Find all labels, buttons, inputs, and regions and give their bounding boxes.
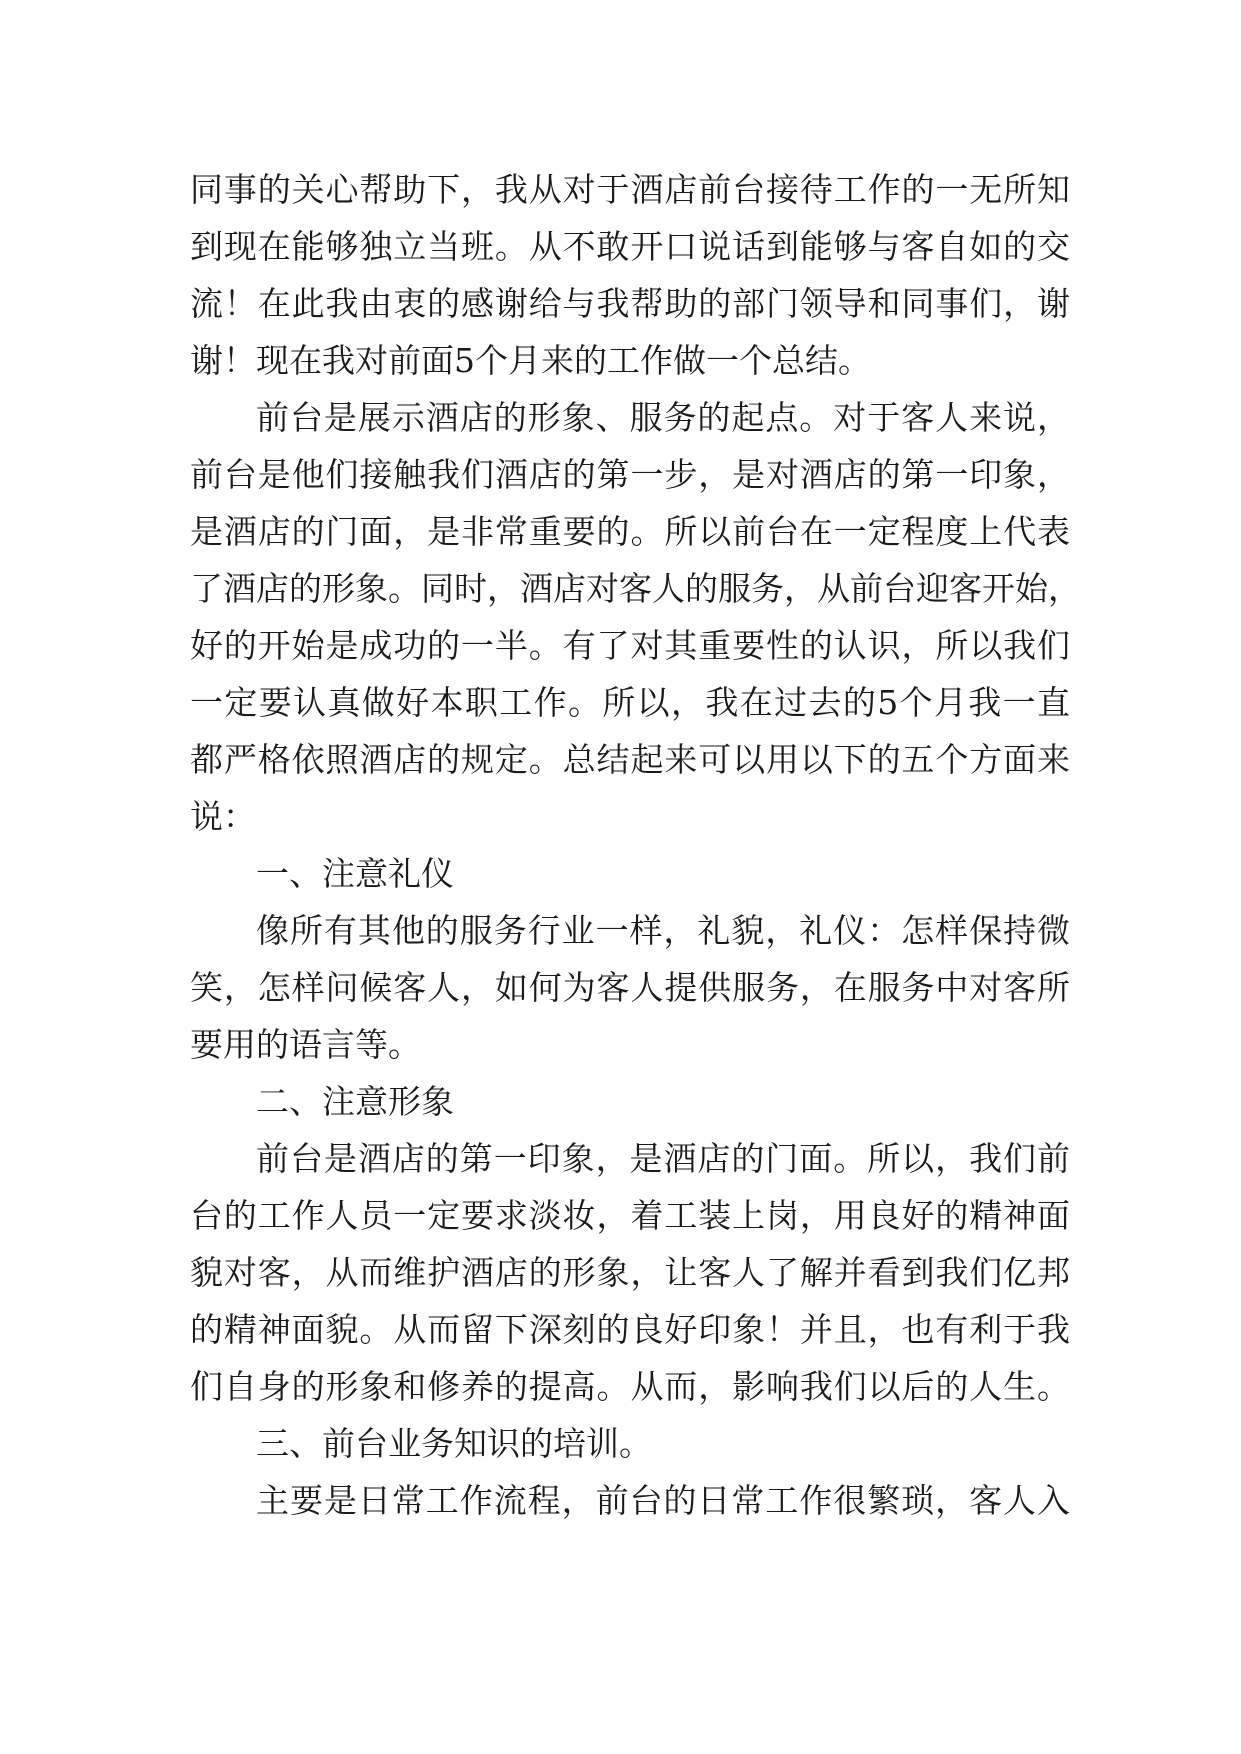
text-line: 都严格依照酒店的规定。总结起来可以用以下的五个方面来 [190,740,1070,779]
text-line: 一定要认真做好本职工作。所以，我在过去的5个月我一直 [190,683,1070,722]
text-line: 说： [190,797,256,836]
paragraph-first-line: 前台是展示酒店的形象、服务的起点。对于客人来说， [256,398,1070,437]
text-line: 了酒店的形象。同时，酒店对客人的服务，从前台迎客开始， [190,569,1081,608]
paragraph-first-line: 主要是日常工作流程，前台的日常工作很繁琐，客人入 [256,1481,1070,1520]
text-line: 谢！现在我对前面5个月来的工作做一个总结。 [190,341,871,380]
section-heading: 一、注意礼仪 [256,854,454,893]
text-line: 的精神面貌。从而留下深刻的良好印象！并且，也有利于我 [190,1310,1070,1349]
paragraph-first-line: 前台是酒店的第一印象，是酒店的门面。所以，我们前 [256,1139,1070,1178]
section-heading: 二、注意形象 [256,1082,454,1121]
paragraph-first-line: 像所有其他的服务行业一样，礼貌，礼仪：怎样保持微 [256,911,1070,950]
text-line: 到现在能够独立当班。从不敢开口说话到能够与客自如的交 [190,227,1070,266]
text-line: 笑，怎样问候客人，如何为客人提供服务，在服务中对客所 [190,968,1070,1007]
text-line: 要用的语言等。 [190,1025,421,1064]
text-line: 台的工作人员一定要求淡妆，着工装上岗，用良好的精神面 [190,1196,1070,1235]
section-heading: 三、前台业务知识的培训。 [256,1424,652,1463]
text-line: 流！在此我由衷的感谢给与我帮助的部门领导和同事们，谢 [190,284,1070,323]
text-line: 前台是他们接触我们酒店的第一步，是对酒店的第一印象， [190,455,1070,494]
text-line: 同事的关心帮助下，我从对于酒店前台接待工作的一无所知 [190,170,1070,209]
text-line: 好的开始是成功的一半。有了对其重要性的认识，所以我们 [190,626,1070,665]
text-line: 是酒店的门面，是非常重要的。所以前台在一定程度上代表 [190,512,1070,551]
text-line: 们自身的形象和修养的提高。从而，影响我们以后的人生。 [190,1367,1070,1406]
text-line: 貌对客，从而维护酒店的形象，让客人了解并看到我们亿邦 [190,1253,1070,1292]
